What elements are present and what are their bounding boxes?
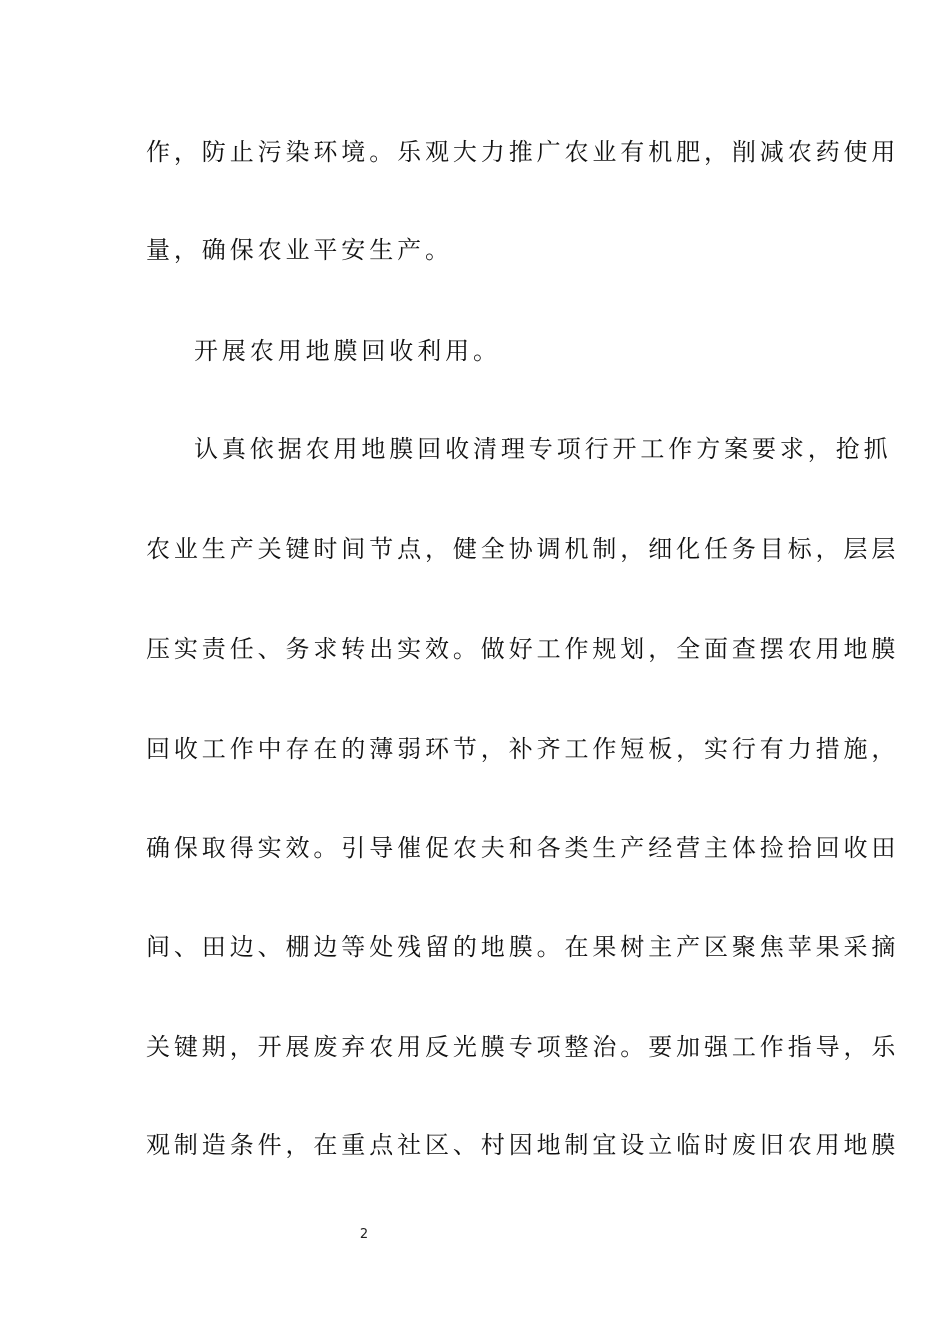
text-line-10: 关键期，开展废弃农用反光膜专项整治。要加强工作指导，乐 [146, 1033, 900, 1061]
text-line-6: 压实责任、务求转出实效。做好工作规划，全面查摆农用地膜 [146, 635, 900, 663]
text-line-4: 认真依据农用地膜回收清理专项行开工作方案要求，抢抓 [194, 435, 892, 463]
page-number: 2 [359, 1227, 369, 1242]
text-line-2: 量，确保农业平安生产。 [146, 236, 453, 264]
text-line-11: 观制造条件，在重点社区、村因地制宜设立临时废旧农用地膜 [146, 1131, 900, 1159]
text-line-9: 间、田边、棚边等处残留的地膜。在果树主产区聚焦苹果采摘 [146, 933, 900, 961]
text-line-8: 确保取得实效。引导催促农夫和各类生产经营主体捡拾回收田 [146, 834, 900, 862]
text-line-5: 农业生产关键时间节点，健全协调机制，细化任务目标，层层 [146, 535, 900, 563]
text-line-7: 回收工作中存在的薄弱环节，补齐工作短板，实行有力措施， [146, 735, 900, 763]
section-heading: 开展农用地膜回收利用。 [194, 337, 501, 365]
text-line-1: 作，防止污染环境。乐观大力推广农业有机肥，削减农药使用 [146, 138, 900, 166]
